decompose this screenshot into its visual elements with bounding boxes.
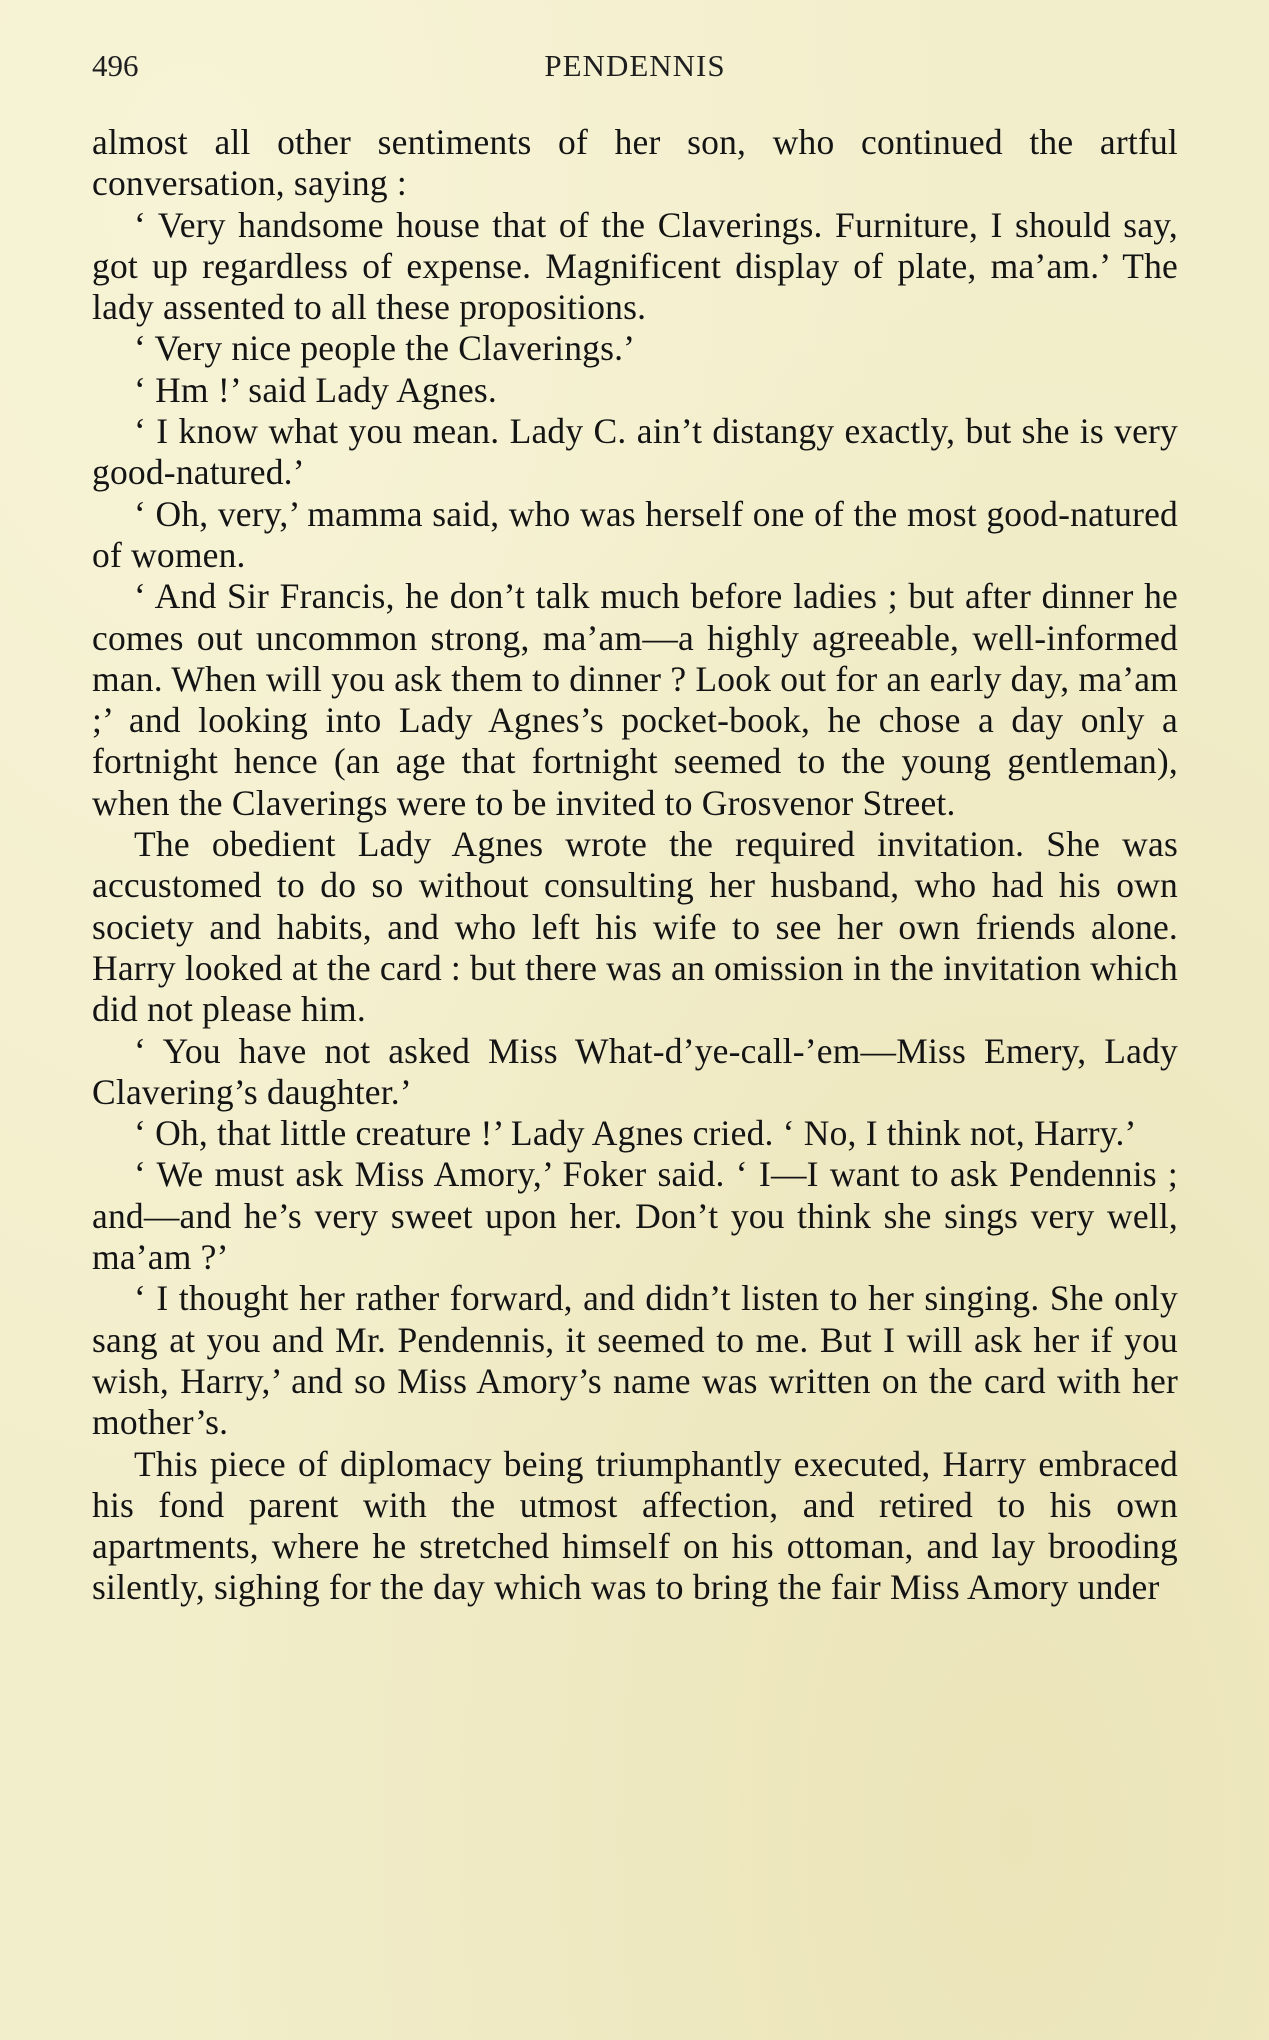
paragraph: ‘ Very handsome house that of the Claverings. Furniture, I should say, got up regardless of expense. Magnificent display of plate, ma’am.’ The lady assented to all these propositions. <box>92 204 1178 328</box>
paragraph: almost all other sentiments of her son, who continued the artful conversation, saying : <box>92 122 1178 204</box>
paragraph: ‘ I thought her rather forward, and didn’t listen to her singing. She only sang at you and Mr. Pendennis, it seemed to me. But I will ask her if you wish, Harry,’ and so Miss Amory’s name was written on the card with her mother’s. <box>92 1278 1178 1443</box>
page-header <box>92 48 1178 98</box>
paragraph: ‘ Oh, very,’ mamma said, who was herself one of the most good-natured of women. <box>92 493 1178 575</box>
paragraph: ‘ And Sir Francis, he don’t talk much before ladies ; but after dinner he comes out uncommon strong, ma’am—a highly agreeable, well-informed man. When will you ask them to dinner ? Look out for an early day, ma’am ;’ and looking into Lady Agnes’s pocket-book, he chose a day only a fortnight hence (an age that fortnight seemed to the young gentleman), when the Claverings were to be invited to Grosvenor Street. <box>92 576 1178 823</box>
body-text <box>92 122 1178 1609</box>
paragraph: ‘ Hm !’ said Lady Agnes. <box>134 369 498 410</box>
running-title: PENDENNIS <box>544 48 726 83</box>
paragraph: ‘ Very nice people the Claverings.’ <box>134 328 636 369</box>
paragraph: This piece of diplomacy being triumphantly executed, Harry embraced his fond parent with the utmost affection, and retired to his own apartments, where he stretched himself on his ottoman, and lay brooding silently, sighing for the day which was to bring the fair Miss Amory under <box>92 1443 1178 1608</box>
paragraph: ‘ You have not asked Miss What-d’ye-call-’em—Miss Emery, Lady Clavering’s daughter.’ <box>92 1030 1178 1112</box>
paragraph: The obedient Lady Agnes wrote the required invitation. She was accustomed to do so without consulting her husband, who had his own society and habits, and who left his wife to see her own friends alone. Harry looked at the card : but there was an omission in the invitation which did not please him. <box>92 824 1178 1030</box>
paragraph: ‘ I know what you mean. Lady C. ain’t distangy exactly, but she is very good-natured.’ <box>92 411 1178 493</box>
paragraph: ‘ Oh, that little creature !’ Lady Agnes cried. ‘ No, I think not, Harry.’ <box>134 1113 1137 1154</box>
paragraph: ‘ We must ask Miss Amory,’ Foker said. ‘ I—I want to ask Pendennis ; and—and he’s very sweet upon her. Don’t you think she sings very well, ma’am ?’ <box>92 1154 1178 1278</box>
page-number: 496 <box>92 48 139 83</box>
